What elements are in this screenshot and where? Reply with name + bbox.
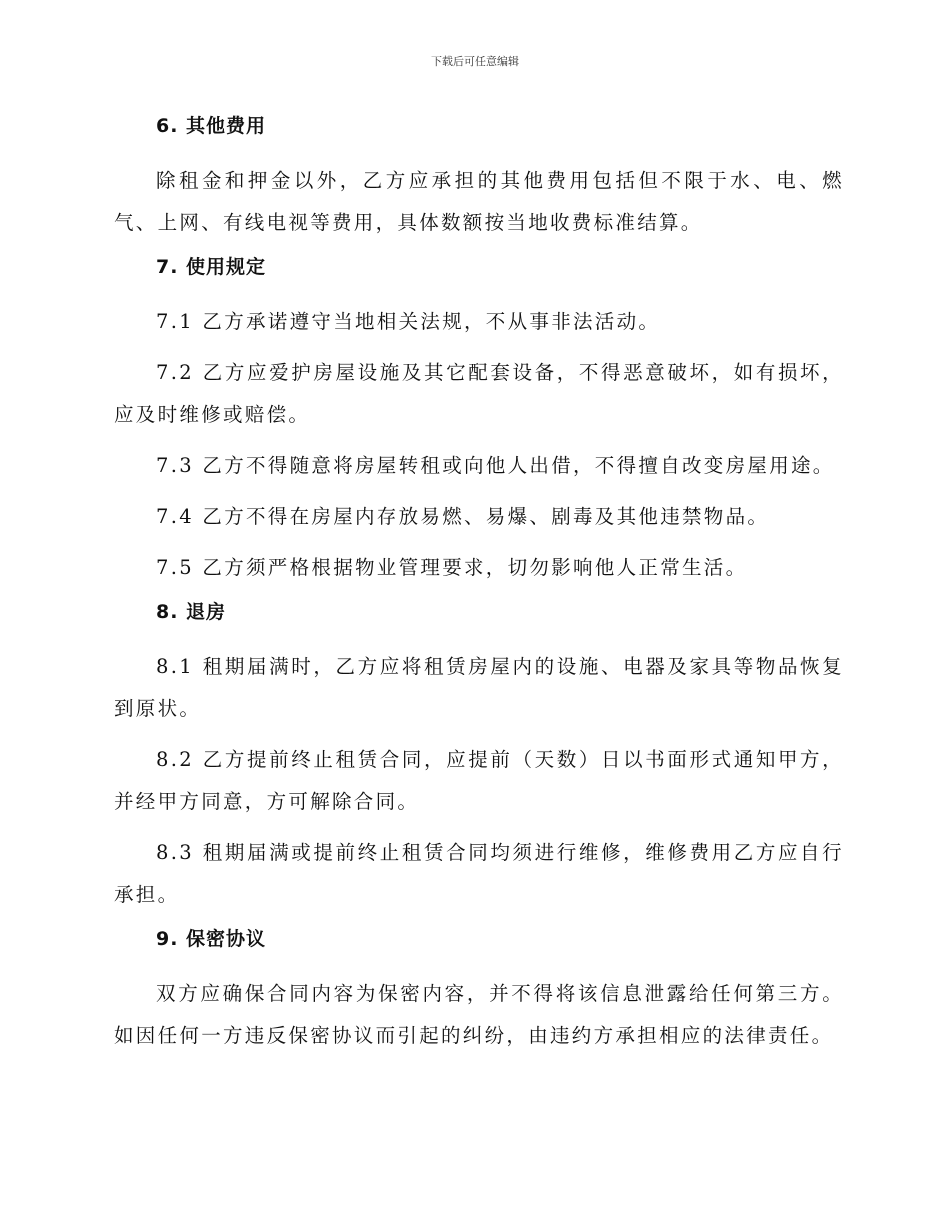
section-heading: 6. 其他费用 — [156, 115, 267, 137]
section-9-confidentiality — [114, 925, 844, 1057]
page-header-note: 下载后可任意编辑 — [431, 55, 519, 68]
document-body — [114, 112, 844, 1066]
section-heading: 8. 退房 — [156, 601, 227, 623]
paragraph: 8.3 租期届满或提前终止租赁合同均须进行维修，维修费用乙方应自行承担。 — [114, 841, 844, 906]
paragraph: 8.2 乙方提前终止租赁合同，应提前（天数）日以书面形式通知甲方，并经甲方同意，方可解除合同。 — [114, 748, 844, 813]
section-6-other-fees — [114, 112, 844, 244]
paragraph: 除租金和押金以外，乙方应承担的其他费用包括但不限于水、电、燃气、上网、有线电视等费用，具体数额按当地收费标准结算。 — [114, 169, 844, 234]
section-8-checkout — [114, 598, 844, 916]
paragraph: 7.4 乙方不得在房屋内存放易燃、易爆、剧毒及其他违禁物品。 — [156, 505, 770, 528]
section-heading: 7. 使用规定 — [156, 256, 267, 278]
paragraph: 7.3 乙方不得随意将房屋转租或向他人出借，不得擅自改变房屋用途。 — [156, 454, 835, 477]
paragraph: 双方应确保合同内容为保密内容，并不得将该信息泄露给任何第三方。如因任何一方违反保密协议而引起的纠纷，由违约方承担相应的法律责任。 — [114, 982, 844, 1047]
paragraph: 7.1 乙方承诺遵守当地相关法规，不从事非法活动。 — [156, 310, 661, 333]
paragraph: 7.5 乙方须严格根据物业管理要求，切勿影响他人正常生活。 — [156, 556, 748, 579]
section-heading: 9. 保密协议 — [156, 928, 267, 950]
section-7-usage-rules — [114, 253, 844, 589]
paragraph: 8.1 租期届满时，乙方应将租赁房屋内的设施、电器及家具等物品恢复到原状。 — [114, 655, 844, 720]
paragraph: 7.2 乙方应爱护房屋设施及其它配套设备，不得恶意破坏，如有损坏，应及时维修或赔偿。 — [114, 361, 844, 426]
